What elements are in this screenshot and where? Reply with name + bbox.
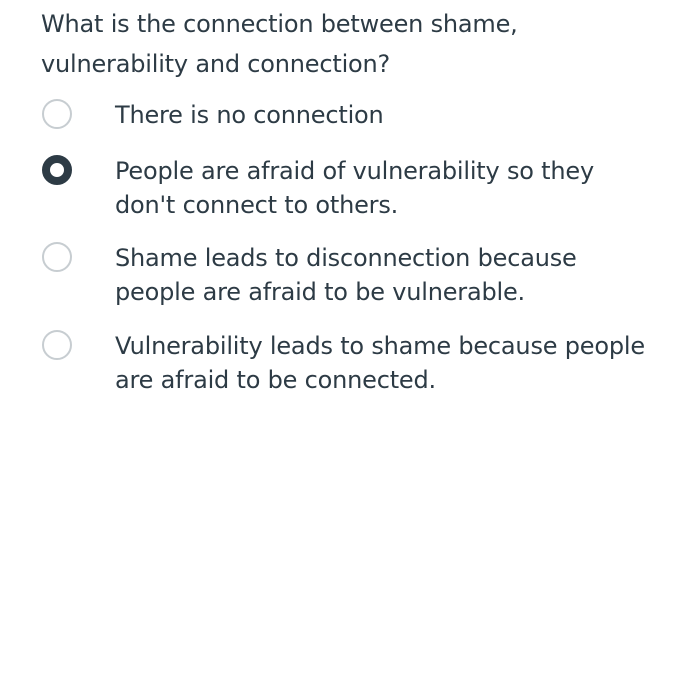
question-text: What is the connection between shame, vulnerability and connection?: [41, 10, 518, 78]
answer-label: Vulnerability leads to shame because people are afraid to be connected.: [115, 332, 645, 394]
answer-label: There is no connection: [115, 101, 384, 129]
answer-label: People are afraid of vulnerability so they don't connect to others.: [115, 157, 594, 219]
radio-button-selected-icon[interactable]: [42, 155, 72, 185]
radio-button-icon[interactable]: [42, 99, 72, 129]
radio-button-icon[interactable]: [42, 242, 72, 272]
answer-label: Shame leads to disconnection because people are afraid to be vulnerable.: [115, 244, 577, 306]
radio-button-icon[interactable]: [42, 330, 72, 360]
